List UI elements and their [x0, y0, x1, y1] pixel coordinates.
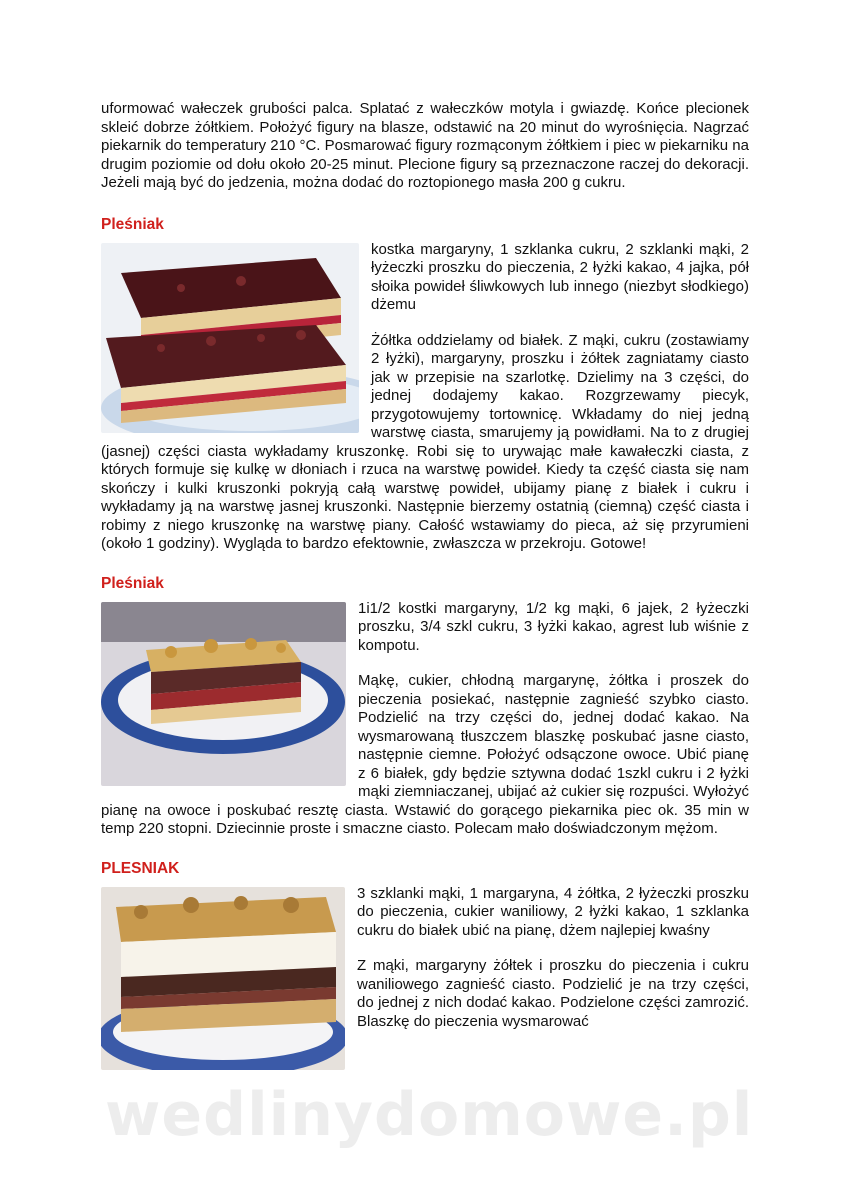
recipe-section-1 [101, 215, 749, 554]
recipe-section-2 [101, 574, 749, 839]
recipe-ingredients-2: 1i1/2 kostki margaryny, 1/2 kg mąki, 6 jajek, 2 łyżeczki proszku, 3/4 szkl cukru, 3 łyżki kakao, agrest lub wiśnie z kompotu. [358, 599, 749, 654]
recipe-ingredients-1: kostka margaryny, 1 szklanka cukru, 2 szklanki mąki, 2 łyżeczki proszku do pieczenia, 2 łyżki kakao, 4 jajka, pół słoika powideł śliwkowych lub innego (niezbyt słodkiego) dżemu [371, 240, 749, 313]
recipe-instructions-1: Żółtka oddzielamy od białek. Z mąki, cukru (zostawiamy 2 łyżki), margaryny, proszku i żółtek zagniatamy ciasto jak w przepisie na szarlotkę. Dzielimy na 3 części, do jednej dodajemy kakao. Rozgrzewamy piecyk, przygotowujemy tortownicę. Wkładamy do niej jedną warstwę ciasta, smarujemy ją powidłami. Na to z drugiej (jasnej) części ciasta wykładamy kruszonkę. Robi się to urywając małe kawałeczki ciasta, z których formuje się kulkę w dłoniach i rzuca na warstwę powideł. Kiedy ta część ciasta się nam skończy i kulki kruszonki pokryją całą warstwę powideł, ubijamy pianę z białek i cukru i wykładamy ją na warstwę jasnej kruszonki. Następnie bierzemy ostatnią (ciemną) część ciasta i robimy z niego kruszonkę na warstwę piany. Całość wstawiamy do pieca, aż się przyrumieni (około 1 godziny). Wygląda to bardzo efektownie, zwłaszcza w przekroju. Gotowe! [101, 331, 749, 552]
recipe-ingredients-3: 3 szklanki mąki, 1 margaryna, 4 żółtka, 2 łyżeczki proszku do pieczenia, cukier waniliowy, 2 łyżki kakao, 1 szklanka cukru do białek ubić na pianę, dżem najlepiej kwaśny [357, 884, 749, 939]
recipe-instructions-2: Mąkę, cukier, chłodną margarynę, żółtka i proszek do pieczenia posiekać, następnie zagnieść szybko ciasto. Podzielić na trzy części do, jednej dodać kakao. Na wysmarowaną tłuszczem blaszkę poskubać jasne ciasto, następnie ciemne. Położyć odsączone owoce. Ubić pianę z 6 białek, gdy będzie sztywna dodać 1szkl cukru i 2 łyżki mąki ziemniaczanej, ubijać aż cukier się rozpuści. Wyłożyć pianę na owoce i poskubać resztę ciasta. Wstawić do gorącego piekarnika piec ok. 35 min w temp 220 stopni. Dziecinnie proste i smaczne ciasto. Polecam mało doświadczonym mężom. [101, 672, 749, 837]
recipe-section-3 [101, 859, 749, 1074]
document-page [101, 100, 749, 1094]
cake-photo-3 [101, 887, 345, 1070]
recipe-title-1: Pleśniak [101, 215, 164, 233]
recipe-title-2: Pleśniak [101, 574, 164, 592]
intro-paragraph: uformować wałeczek grubości palca. Splatać z wałeczków motyla i gwiazdę. Końce plecionek skleić dobrze żółtkiem. Położyć figury na blasze, odstawić na 20 minut do wyrośnięcia. Nagrzać piekarnik do temperatury 210 °C. Posmarować figury rozmąconym żółtkiem i piec w piekarniku na drugim poziomie od dołu około 20-25 minut. Plecione figury są przeznaczone raczej do dekoracji. Jeżeli mają być do jedzenia, można dodać do roztopionego masła 200 g cukru. [101, 100, 749, 191]
cake-photo-1 [101, 243, 359, 433]
cake-photo-2 [101, 602, 346, 786]
recipe-instructions-3: Z mąki, margaryny żółtek i proszku do pieczenia i cukru waniliowego zagnieść ciasto. Podzielić je na trzy części, do jednej z nich dodać kakao. Podzielone części zamrozić. Blaszkę do pieczenia wysmarować [357, 957, 749, 1030]
site-watermark: wedlinydomowe.pl [105, 1080, 754, 1150]
recipe-title-3: PLESNIAK [101, 859, 180, 877]
